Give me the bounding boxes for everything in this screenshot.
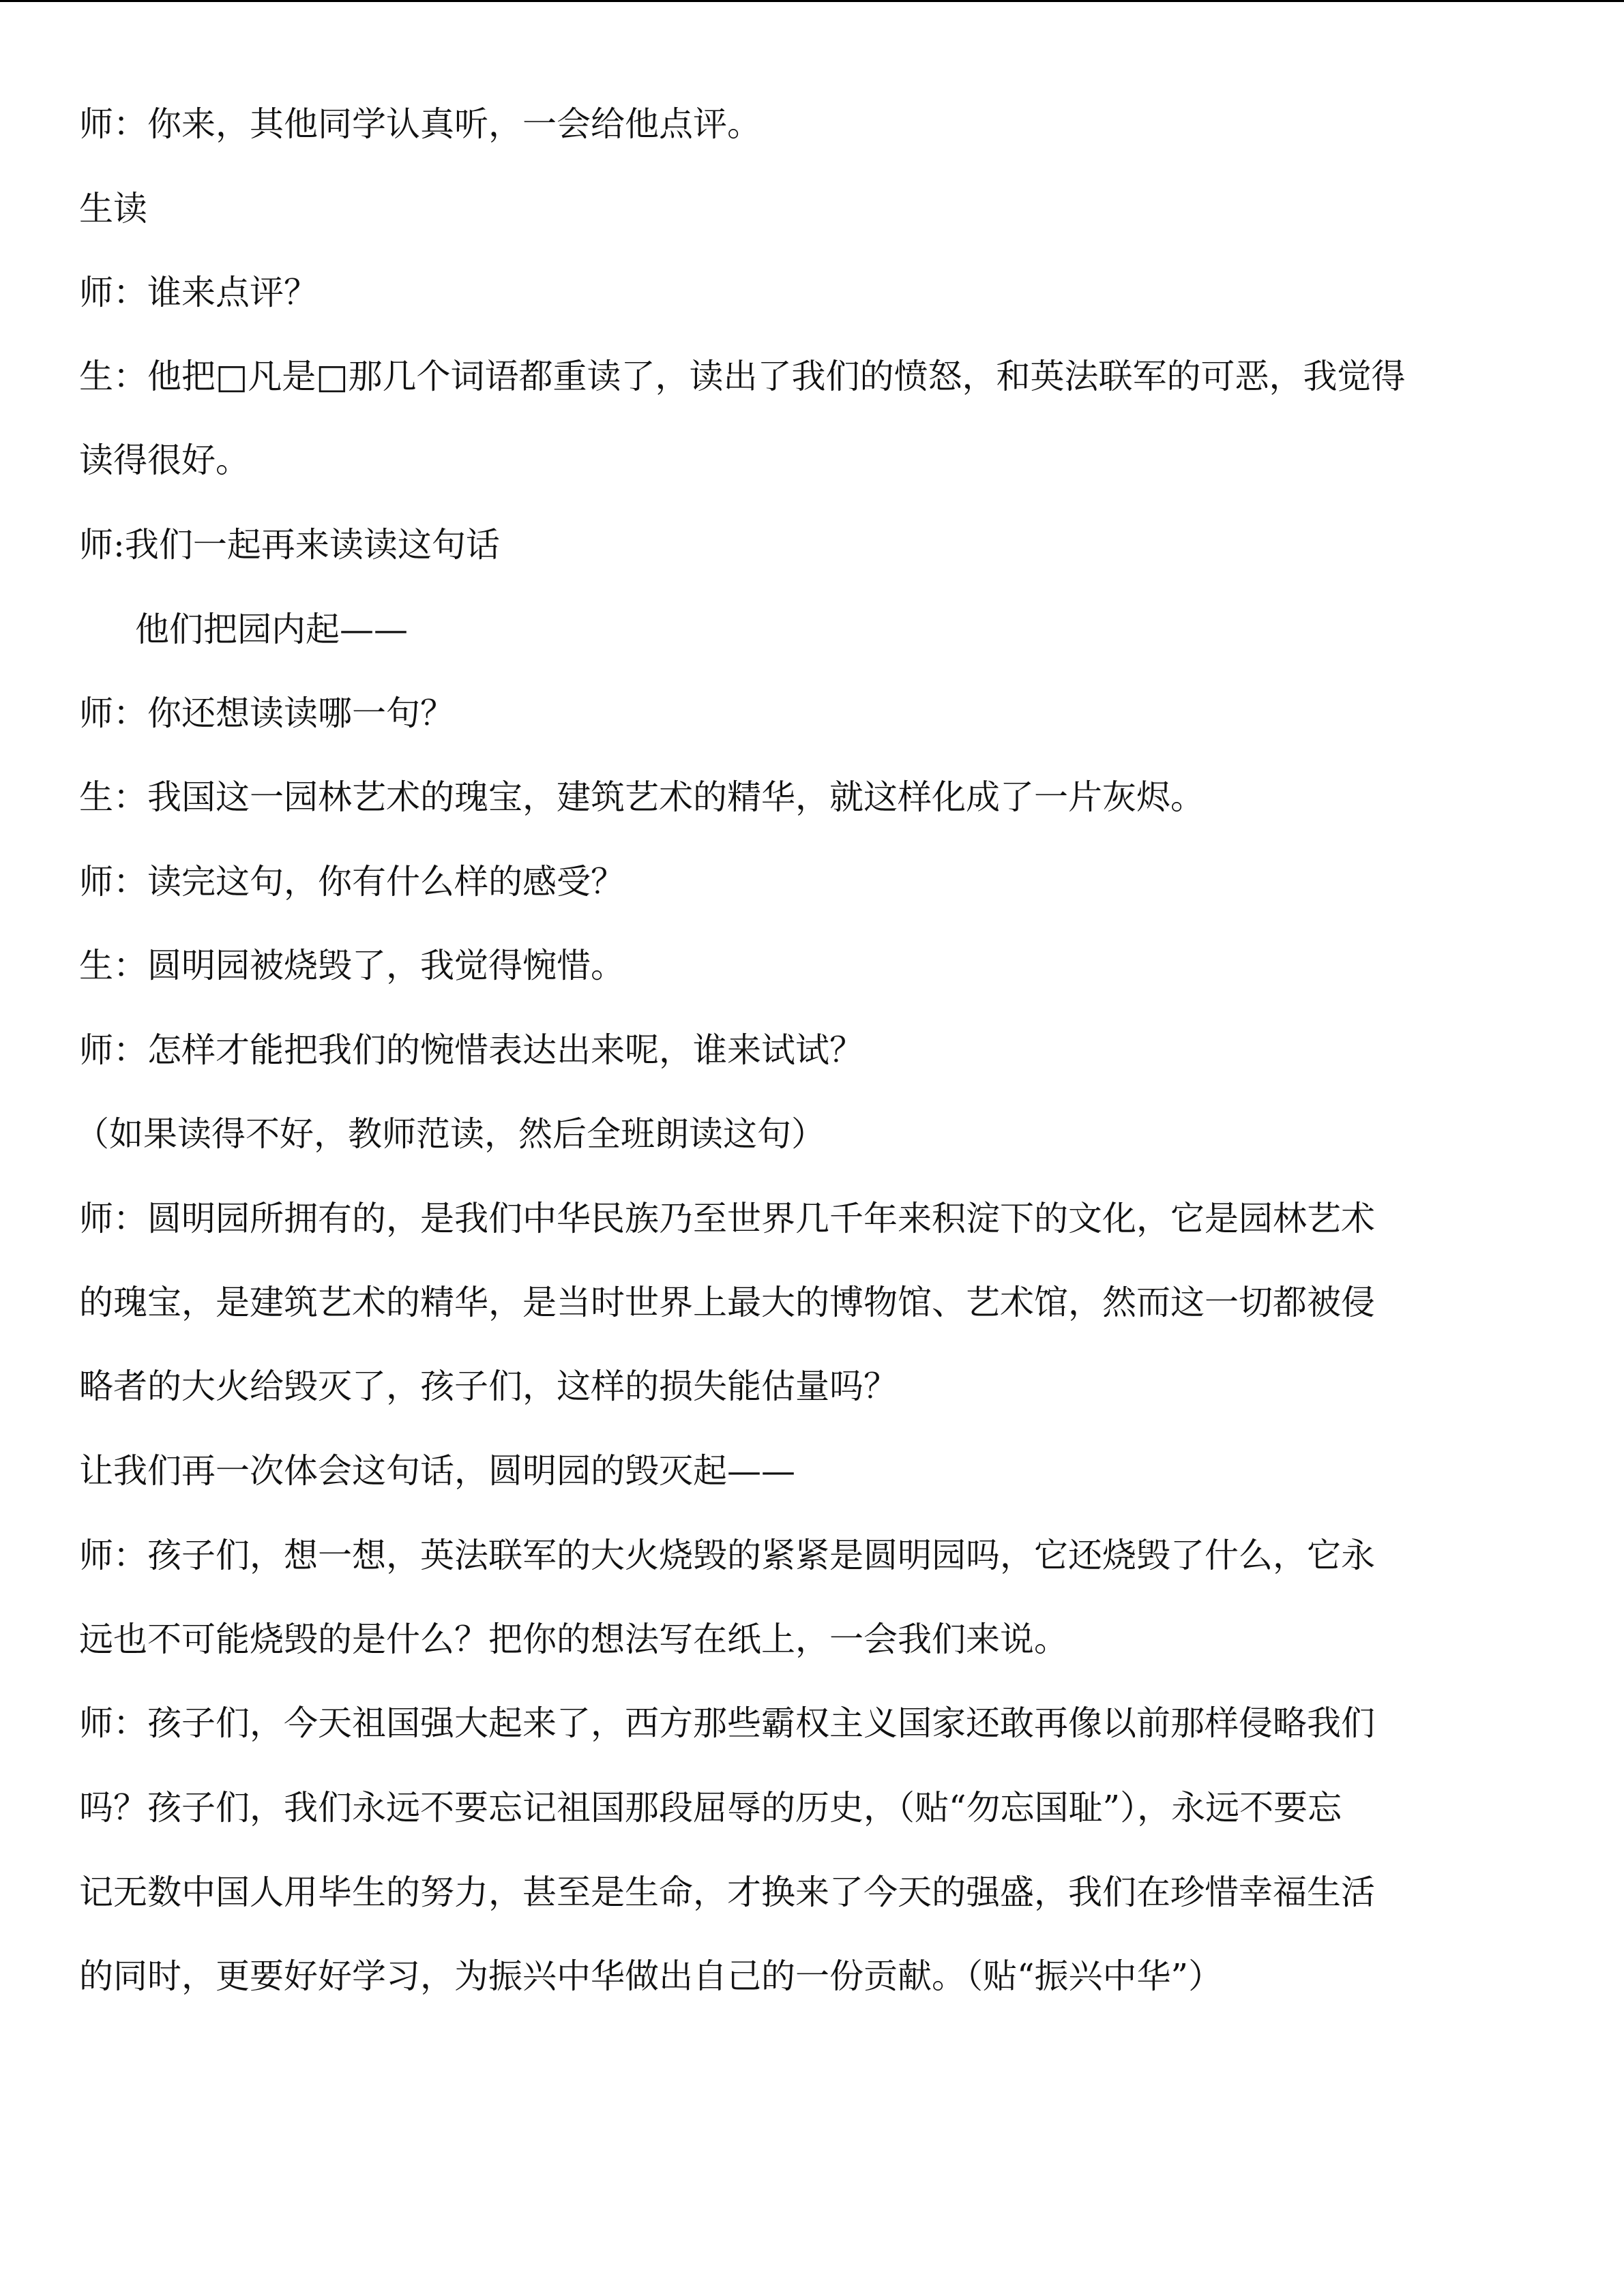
text-line: 师：孩子们，今天祖国强大起来了，西方那些霸权主义国家还敢再像以前那样侵略我们 [79,1703,1375,1743]
text-line: 师：读完这句，你有什么样的感受？ [79,862,625,901]
text-line: 师：怎样才能把我们的惋惜表达出来呢，谁来试试？ [79,1030,863,1070]
text-line: 生：我国这一园林艺术的瑰宝，建筑艺术的精华，就这样化成了一片灰烬。 [79,777,1205,817]
text-line: 师：你还想读读哪一句？ [79,694,454,733]
text-line: 师：圆明园所拥有的，是我们中华民族乃至世界几千年来积淀下的文化，它是园林艺术 [79,1199,1375,1238]
text-line: 生读 [79,189,147,228]
text-line: 师：谁来点评？ [79,273,318,312]
text-line: 吗？孩子们，我们永远不要忘记祖国那段屈辱的历史，（贴“勿忘国耻”），永远不要忘 [79,1788,1342,1828]
text-line: 让我们再一次体会这句话，圆明园的毁灭起—— [79,1451,795,1491]
text-line: 他们把园内起—— [135,610,408,649]
text-line: （如果读得不好，教师范读，然后全班朗读这句） [75,1114,825,1154]
text-line: 的瑰宝，是建筑艺术的精华，是当时世界上最大的博物馆、艺术馆，然而这一切都被侵 [79,1283,1375,1322]
text-line: 读得很好。 [79,441,250,480]
text-line: 师：孩子们，想一想，英法联军的大火烧毁的紧紧是圆明园吗，它还烧毁了什么，它永 [79,1536,1375,1575]
text-line: 远也不可能烧毁的是什么？把你的想法写在纸上，一会我们来说。 [79,1620,1068,1659]
text-line: 生：圆明园被烧毁了，我觉得惋惜。 [79,946,625,985]
text-line: 师:我们一起再来读读这句话 [79,525,500,565]
text-line: 记无数中国人用毕生的努力，甚至是生命，才换来了今天的强盛，我们在珍惜幸福生活 [79,1873,1375,1912]
text-line: 师：你来，其他同学认真听，一会给他点评。 [79,104,761,144]
text-line: 的同时，更要好好学习，为振兴中华做出自己的一份贡献。（贴“振兴中华”） [79,1956,1223,1996]
text-line: 略者的大火给毁灭了，孩子们，这样的损失能估量吗？ [79,1367,898,1406]
text-line: 生：他把□凡是□那几个词语都重读了，读出了我们的愤怒，和英法联军的可恶，我觉得 [79,357,1406,396]
